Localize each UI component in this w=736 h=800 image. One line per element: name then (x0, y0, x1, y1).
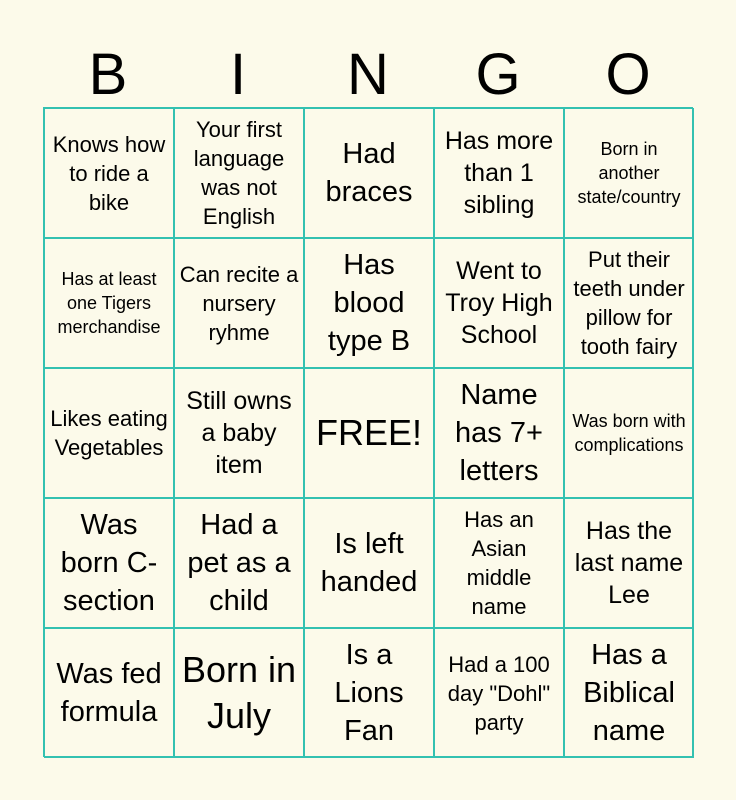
bingo-cell-text: Has the last name Lee (574, 517, 684, 609)
bingo-cell-r1c5[interactable] (564, 108, 694, 238)
bingo-cell-text: Went to Troy High School (445, 257, 553, 349)
bingo-cell-r4c2[interactable] (174, 498, 304, 628)
bingo-cell-r4c5[interactable] (564, 498, 694, 628)
bingo-cell-r5c2[interactable] (174, 628, 304, 758)
bingo-cell-r2c4[interactable] (434, 238, 564, 368)
bingo-cell-text: Is a Lions Fan (334, 639, 404, 747)
bingo-cell-r5c1[interactable] (44, 628, 174, 758)
bingo-cell-r5c4[interactable] (434, 628, 564, 758)
bingo-cell-text: Likes eating Vegetables (50, 406, 168, 460)
bingo-cell-text: Has at least one Tigers merchandise (57, 269, 161, 337)
bingo-cell-text: Had a pet as a child (187, 509, 291, 617)
bingo-cell-r1c3[interactable] (304, 108, 434, 238)
bingo-cell-text: Had a 100 day "Dohl" party (447, 651, 551, 735)
bingo-cell-text: Was born C-section (60, 509, 158, 617)
bingo-cell-text: Has blood type B (327, 249, 411, 357)
bingo-cell-free[interactable] (304, 368, 434, 498)
bingo-cell-text: Born in July (181, 649, 297, 736)
bingo-cell-text: Has more than 1 sibling (444, 127, 554, 219)
bingo-cell-text: Still owns a baby item (186, 387, 292, 479)
bingo-cell-text: Born in another state/country (577, 139, 681, 207)
bingo-cell-text: FREE! (315, 412, 422, 453)
bingo-cell-r1c1[interactable] (44, 108, 174, 238)
bingo-cell-r3c2[interactable] (174, 368, 304, 498)
bingo-cell-text: Has an Asian middle name (464, 507, 534, 619)
bingo-cell-text: Put their teeth under pillow for tooth fairy (573, 247, 685, 359)
bingo-cell-r3c1[interactable] (44, 368, 174, 498)
bingo-cell-r2c3[interactable] (304, 238, 434, 368)
bingo-card-grid (43, 107, 693, 757)
header-letter-b: B (88, 42, 128, 107)
bingo-cell-r4c1[interactable] (44, 498, 174, 628)
header-letter-i: I (229, 42, 247, 107)
bingo-cell-r3c5[interactable] (564, 368, 694, 498)
header-letter-g: G (475, 42, 521, 107)
bingo-cell-r3c4[interactable] (434, 368, 564, 498)
bingo-header (43, 42, 693, 108)
bingo-cell-r2c2[interactable] (174, 238, 304, 368)
bingo-cell-text: Can recite a nursery ryhme (179, 261, 299, 345)
bingo-cell-r5c5[interactable] (564, 628, 694, 758)
bingo-cell-r1c2[interactable] (174, 108, 304, 238)
bingo-cell-text: Name has 7+ letters (455, 379, 543, 487)
bingo-cell-r1c4[interactable] (434, 108, 564, 238)
bingo-cell-r2c5[interactable] (564, 238, 694, 368)
bingo-cell-text: Is left handed (320, 528, 418, 598)
bingo-cell-text: Your first language was not English (193, 117, 285, 229)
header-letter-n: N (347, 42, 389, 107)
bingo-cell-text: Has a Biblical name (583, 639, 675, 747)
bingo-cell-text: Was born with complications (572, 411, 686, 455)
bingo-cell-text: Was fed formula (56, 658, 162, 728)
bingo-cell-r2c1[interactable] (44, 238, 174, 368)
bingo-cell-r5c3[interactable] (304, 628, 434, 758)
header-letter-o: O (605, 42, 651, 107)
bingo-cell-r4c4[interactable] (434, 498, 564, 628)
bingo-cell-r4c3[interactable] (304, 498, 434, 628)
bingo-cell-text: Knows how to ride a bike (52, 131, 166, 215)
bingo-cell-text: Had braces (325, 138, 413, 208)
